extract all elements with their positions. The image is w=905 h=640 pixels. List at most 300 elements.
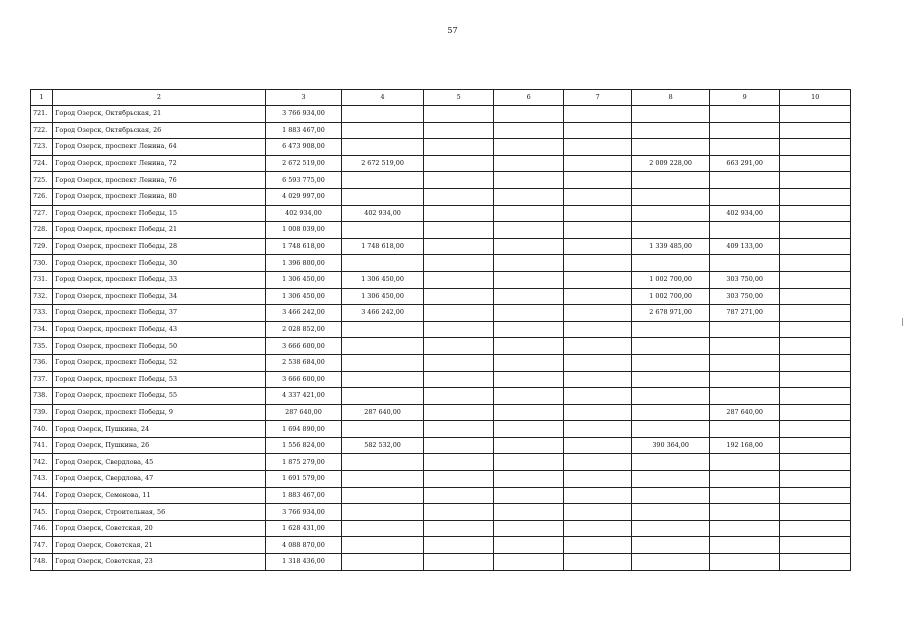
table-row — [31, 106, 851, 123]
value-cell-col-7 — [563, 537, 632, 554]
value-cell-col-3: 1 008 039,00 — [265, 222, 342, 239]
row-number-cell: 740. — [31, 421, 53, 438]
address-cell: Город Озерск, проспект Победы, 50 — [53, 338, 266, 355]
table-row — [31, 305, 851, 322]
value-cell-col-9 — [709, 388, 780, 405]
value-cell-col-5 — [423, 487, 494, 504]
value-cell-col-10 — [780, 271, 851, 288]
value-cell-col-5 — [423, 338, 494, 355]
value-cell-col-9 — [709, 321, 780, 338]
value-cell-col-3: 3 466 242,00 — [265, 305, 342, 322]
table-row — [31, 471, 851, 488]
value-cell-col-3: 1 691 579,00 — [265, 471, 342, 488]
value-cell-col-10 — [780, 238, 851, 255]
table-row — [31, 404, 851, 421]
value-cell-col-8 — [632, 139, 710, 156]
value-cell-col-8 — [632, 421, 710, 438]
value-cell-col-6 — [494, 255, 564, 272]
value-cell-col-4 — [342, 139, 424, 156]
value-cell-col-10 — [780, 371, 851, 388]
address-cell: Город Озерск, проспект Победы, 55 — [53, 388, 266, 405]
row-number-cell: 724. — [31, 155, 53, 172]
value-cell-col-3: 4 337 421,00 — [265, 388, 342, 405]
address-cell: Город Озерск, Пушкина, 24 — [53, 421, 266, 438]
value-cell-col-4 — [342, 222, 424, 239]
value-cell-col-5 — [423, 554, 494, 571]
value-cell-col-8 — [632, 205, 710, 222]
table-header-row — [31, 90, 851, 106]
value-cell-col-8 — [632, 255, 710, 272]
value-cell-col-10 — [780, 504, 851, 521]
value-cell-col-9 — [709, 554, 780, 571]
table-body — [31, 106, 851, 571]
value-cell-col-3: 3 666 600,00 — [265, 371, 342, 388]
value-cell-col-6 — [494, 222, 564, 239]
value-cell-col-9 — [709, 421, 780, 438]
value-cell-col-6 — [494, 454, 564, 471]
value-cell-col-7 — [563, 238, 632, 255]
value-cell-col-7 — [563, 371, 632, 388]
value-cell-col-9 — [709, 537, 780, 554]
value-cell-col-5 — [423, 421, 494, 438]
value-cell-col-5 — [423, 437, 494, 454]
value-cell-col-6 — [494, 537, 564, 554]
value-cell-col-4 — [342, 471, 424, 488]
address-cell: Город Озерск, проспект Победы, 37 — [53, 305, 266, 322]
value-cell-col-5 — [423, 321, 494, 338]
value-cell-col-3: 1 306 450,00 — [265, 288, 342, 305]
value-cell-col-10 — [780, 122, 851, 139]
table-row — [31, 321, 851, 338]
value-cell-col-3: 3 666 600,00 — [265, 338, 342, 355]
value-cell-col-10 — [780, 188, 851, 205]
address-cell: Город Озерск, Октябрьская, 21 — [53, 106, 266, 123]
address-cell: Город Озерск, проспект Победы, 53 — [53, 371, 266, 388]
value-cell-col-9 — [709, 338, 780, 355]
address-cell: Город Озерск, Свердлова, 45 — [53, 454, 266, 471]
value-cell-col-9: 303 750,00 — [709, 288, 780, 305]
value-cell-col-3: 1 396 800,00 — [265, 255, 342, 272]
table-row — [31, 371, 851, 388]
value-cell-col-10 — [780, 255, 851, 272]
value-cell-col-6 — [494, 421, 564, 438]
value-cell-col-10 — [780, 388, 851, 405]
value-cell-col-9: 402 934,00 — [709, 205, 780, 222]
column-header-7: 7 — [563, 90, 632, 106]
value-cell-col-3: 402 934,00 — [265, 205, 342, 222]
table-row — [31, 554, 851, 571]
value-cell-col-8 — [632, 388, 710, 405]
value-cell-col-5 — [423, 188, 494, 205]
value-cell-col-6 — [494, 188, 564, 205]
value-cell-col-7 — [563, 321, 632, 338]
row-number-cell: 727. — [31, 205, 53, 222]
value-cell-col-6 — [494, 238, 564, 255]
value-cell-col-9 — [709, 504, 780, 521]
row-number-cell: 722. — [31, 122, 53, 139]
value-cell-col-7 — [563, 471, 632, 488]
address-cell: Город Озерск, проспект Победы, 30 — [53, 255, 266, 272]
value-cell-col-9: 192 168,00 — [709, 437, 780, 454]
row-number-cell: 729. — [31, 238, 53, 255]
row-number-cell: 739. — [31, 404, 53, 421]
value-cell-col-3: 3 766 934,00 — [265, 106, 342, 123]
row-number-cell: 746. — [31, 520, 53, 537]
value-cell-col-4 — [342, 537, 424, 554]
value-cell-col-6 — [494, 106, 564, 123]
value-cell-col-10 — [780, 338, 851, 355]
value-cell-col-6 — [494, 205, 564, 222]
value-cell-col-3: 4 088 870,00 — [265, 537, 342, 554]
address-cell: Город Озерск, проспект Победы, 28 — [53, 238, 266, 255]
address-cell: Город Озерск, проспект Победы, 33 — [53, 271, 266, 288]
row-number-cell: 741. — [31, 437, 53, 454]
value-cell-col-7 — [563, 172, 632, 189]
value-cell-col-5 — [423, 354, 494, 371]
value-cell-col-8 — [632, 404, 710, 421]
value-cell-col-8: 2 678 971,00 — [632, 305, 710, 322]
row-number-cell: 733. — [31, 305, 53, 322]
column-header-2: 2 — [53, 90, 266, 106]
value-cell-col-7 — [563, 122, 632, 139]
value-cell-col-5 — [423, 305, 494, 322]
table-row — [31, 271, 851, 288]
value-cell-col-8 — [632, 504, 710, 521]
value-cell-col-4 — [342, 487, 424, 504]
value-cell-col-10 — [780, 321, 851, 338]
row-number-cell: 735. — [31, 338, 53, 355]
value-cell-col-8 — [632, 188, 710, 205]
value-cell-col-3: 6 473 908,00 — [265, 139, 342, 156]
value-cell-col-6 — [494, 139, 564, 156]
value-cell-col-3: 2 672 519,00 — [265, 155, 342, 172]
address-cell: Город Озерск, Советская, 23 — [53, 554, 266, 571]
value-cell-col-3: 2 538 684,00 — [265, 354, 342, 371]
value-cell-col-6 — [494, 172, 564, 189]
value-cell-col-4 — [342, 371, 424, 388]
value-cell-col-6 — [494, 504, 564, 521]
value-cell-col-9 — [709, 222, 780, 239]
table-row — [31, 504, 851, 521]
value-cell-col-9: 303 750,00 — [709, 271, 780, 288]
value-cell-col-3: 1 628 431,00 — [265, 520, 342, 537]
address-cell: Город Озерск, Строительная, 56 — [53, 504, 266, 521]
row-number-cell: 748. — [31, 554, 53, 571]
value-cell-col-10 — [780, 155, 851, 172]
row-number-cell: 732. — [31, 288, 53, 305]
value-cell-col-5 — [423, 371, 494, 388]
value-cell-col-9 — [709, 454, 780, 471]
value-cell-col-7 — [563, 255, 632, 272]
address-cell: Город Озерск, Советская, 21 — [53, 537, 266, 554]
value-cell-col-4 — [342, 421, 424, 438]
value-cell-col-5 — [423, 106, 494, 123]
table-row — [31, 172, 851, 189]
value-cell-col-4 — [342, 388, 424, 405]
value-cell-col-9: 287 640,00 — [709, 404, 780, 421]
table-row — [31, 238, 851, 255]
row-number-cell: 747. — [31, 537, 53, 554]
margin-mark — [902, 318, 903, 326]
table-row — [31, 122, 851, 139]
value-cell-col-9: 409 133,00 — [709, 238, 780, 255]
row-number-cell: 734. — [31, 321, 53, 338]
value-cell-col-10 — [780, 222, 851, 239]
value-cell-col-5 — [423, 504, 494, 521]
value-cell-col-10 — [780, 554, 851, 571]
value-cell-col-5 — [423, 238, 494, 255]
value-cell-col-10 — [780, 487, 851, 504]
value-cell-col-4 — [342, 520, 424, 537]
value-cell-col-9 — [709, 471, 780, 488]
value-cell-col-9 — [709, 122, 780, 139]
row-number-cell: 738. — [31, 388, 53, 405]
value-cell-col-4: 402 934,00 — [342, 205, 424, 222]
address-cell: Город Озерск, Октябрьская, 26 — [53, 122, 266, 139]
value-cell-col-6 — [494, 520, 564, 537]
value-cell-col-10 — [780, 471, 851, 488]
value-cell-col-4: 3 466 242,00 — [342, 305, 424, 322]
value-cell-col-9 — [709, 172, 780, 189]
value-cell-col-6 — [494, 338, 564, 355]
value-cell-col-9 — [709, 371, 780, 388]
row-number-cell: 725. — [31, 172, 53, 189]
value-cell-col-4: 1 748 618,00 — [342, 238, 424, 255]
value-cell-col-6 — [494, 471, 564, 488]
value-cell-col-8 — [632, 222, 710, 239]
value-cell-col-7 — [563, 205, 632, 222]
value-cell-col-7 — [563, 222, 632, 239]
value-cell-col-5 — [423, 222, 494, 239]
value-cell-col-6 — [494, 487, 564, 504]
value-cell-col-7 — [563, 520, 632, 537]
address-cell: Город Озерск, проспект Победы, 15 — [53, 205, 266, 222]
value-cell-col-8 — [632, 321, 710, 338]
value-cell-col-10 — [780, 404, 851, 421]
value-cell-col-4 — [342, 354, 424, 371]
value-cell-col-7 — [563, 354, 632, 371]
value-cell-col-7 — [563, 404, 632, 421]
value-cell-col-6 — [494, 321, 564, 338]
table-row — [31, 454, 851, 471]
table-row — [31, 188, 851, 205]
value-cell-col-9 — [709, 106, 780, 123]
value-cell-col-10 — [780, 106, 851, 123]
value-cell-col-10 — [780, 172, 851, 189]
table-row — [31, 155, 851, 172]
column-header-8: 8 — [632, 90, 710, 106]
value-cell-col-9: 663 291,00 — [709, 155, 780, 172]
value-cell-col-8 — [632, 172, 710, 189]
value-cell-col-7 — [563, 139, 632, 156]
value-cell-col-3: 2 028 852,00 — [265, 321, 342, 338]
row-number-cell: 742. — [31, 454, 53, 471]
value-cell-col-6 — [494, 437, 564, 454]
value-cell-col-3: 1 748 618,00 — [265, 238, 342, 255]
column-header-5: 5 — [423, 90, 494, 106]
value-cell-col-3: 6 593 775,00 — [265, 172, 342, 189]
value-cell-col-10 — [780, 537, 851, 554]
value-cell-col-8 — [632, 554, 710, 571]
address-cell: Город Озерск, Свердлова, 47 — [53, 471, 266, 488]
value-cell-col-4 — [342, 321, 424, 338]
row-number-cell: 745. — [31, 504, 53, 521]
table-row — [31, 255, 851, 272]
table-row — [31, 520, 851, 537]
value-cell-col-6 — [494, 388, 564, 405]
value-cell-col-10 — [780, 305, 851, 322]
value-cell-col-8 — [632, 106, 710, 123]
value-cell-col-6 — [494, 122, 564, 139]
value-cell-col-4 — [342, 188, 424, 205]
row-number-cell: 736. — [31, 354, 53, 371]
address-cell: Город Озерск, проспект Победы, 34 — [53, 288, 266, 305]
value-cell-col-10 — [780, 421, 851, 438]
value-cell-col-5 — [423, 271, 494, 288]
value-cell-col-8: 2 009 228,00 — [632, 155, 710, 172]
value-cell-col-7 — [563, 437, 632, 454]
value-cell-col-4 — [342, 106, 424, 123]
address-cell: Город Озерск, проспект Ленина, 64 — [53, 139, 266, 156]
value-cell-col-4 — [342, 255, 424, 272]
address-cell: Город Озерск, проспект Ленина, 76 — [53, 172, 266, 189]
value-cell-col-7 — [563, 454, 632, 471]
address-cell: Город Озерск, проспект Победы, 52 — [53, 354, 266, 371]
row-number-cell: 723. — [31, 139, 53, 156]
value-cell-col-5 — [423, 288, 494, 305]
table-row — [31, 388, 851, 405]
value-cell-col-5 — [423, 471, 494, 488]
value-cell-col-6 — [494, 371, 564, 388]
value-cell-col-5 — [423, 404, 494, 421]
table-row — [31, 222, 851, 239]
table-row — [31, 338, 851, 355]
value-cell-col-10 — [780, 288, 851, 305]
table-row — [31, 487, 851, 504]
table-row — [31, 537, 851, 554]
table-row — [31, 288, 851, 305]
table-row — [31, 437, 851, 454]
value-cell-col-8 — [632, 371, 710, 388]
value-cell-col-8 — [632, 122, 710, 139]
row-number-cell: 728. — [31, 222, 53, 239]
value-cell-col-9: 787 271,00 — [709, 305, 780, 322]
value-cell-col-3: 4 029 997,00 — [265, 188, 342, 205]
address-cell: Город Озерск, Советская, 20 — [53, 520, 266, 537]
value-cell-col-9 — [709, 487, 780, 504]
value-cell-col-8 — [632, 354, 710, 371]
value-cell-col-3: 1 694 890,00 — [265, 421, 342, 438]
address-cell: Город Озерск, проспект Победы, 9 — [53, 404, 266, 421]
value-cell-col-7 — [563, 305, 632, 322]
row-number-cell: 721. — [31, 106, 53, 123]
value-cell-col-6 — [494, 288, 564, 305]
value-cell-col-4 — [342, 172, 424, 189]
value-cell-col-3: 1 556 824,00 — [265, 437, 342, 454]
row-number-cell: 743. — [31, 471, 53, 488]
value-cell-col-8 — [632, 520, 710, 537]
column-header-1: 1 — [31, 90, 53, 106]
column-header-10: 10 — [780, 90, 851, 106]
value-cell-col-6 — [494, 271, 564, 288]
value-cell-col-6 — [494, 155, 564, 172]
table-row — [31, 139, 851, 156]
value-cell-col-4 — [342, 454, 424, 471]
table-row — [31, 354, 851, 371]
address-cell: Город Озерск, проспект Ленина, 80 — [53, 188, 266, 205]
value-cell-col-7 — [563, 554, 632, 571]
value-cell-col-7 — [563, 487, 632, 504]
value-cell-col-8: 390 364,00 — [632, 437, 710, 454]
row-number-cell: 730. — [31, 255, 53, 272]
value-cell-col-9 — [709, 354, 780, 371]
value-cell-col-10 — [780, 437, 851, 454]
value-cell-col-5 — [423, 454, 494, 471]
value-cell-col-5 — [423, 520, 494, 537]
value-cell-col-3: 1 883 467,00 — [265, 122, 342, 139]
value-cell-col-8: 1 002 700,00 — [632, 288, 710, 305]
address-cell: Город Озерск, проспект Ленина, 72 — [53, 155, 266, 172]
value-cell-col-5 — [423, 139, 494, 156]
value-cell-col-5 — [423, 122, 494, 139]
column-header-9: 9 — [709, 90, 780, 106]
value-cell-col-4 — [342, 122, 424, 139]
value-cell-col-3: 1 875 279,00 — [265, 454, 342, 471]
value-cell-col-6 — [494, 404, 564, 421]
value-cell-col-4: 582 532,00 — [342, 437, 424, 454]
value-cell-col-4 — [342, 504, 424, 521]
value-cell-col-8: 1 002 700,00 — [632, 271, 710, 288]
value-cell-col-9 — [709, 139, 780, 156]
value-cell-col-9 — [709, 520, 780, 537]
value-cell-col-7 — [563, 106, 632, 123]
value-cell-col-4 — [342, 338, 424, 355]
value-cell-col-7 — [563, 288, 632, 305]
value-cell-col-7 — [563, 155, 632, 172]
value-cell-col-10 — [780, 205, 851, 222]
value-cell-col-4: 1 306 450,00 — [342, 271, 424, 288]
data-table — [30, 89, 851, 571]
value-cell-col-5 — [423, 388, 494, 405]
value-cell-col-7 — [563, 188, 632, 205]
value-cell-col-10 — [780, 354, 851, 371]
value-cell-col-8: 1 339 485,00 — [632, 238, 710, 255]
column-header-4: 4 — [342, 90, 424, 106]
value-cell-col-7 — [563, 338, 632, 355]
address-cell: Город Озерск, проспект Победы, 43 — [53, 321, 266, 338]
column-header-6: 6 — [494, 90, 564, 106]
column-header-3: 3 — [265, 90, 342, 106]
table-row — [31, 205, 851, 222]
value-cell-col-5 — [423, 205, 494, 222]
value-cell-col-6 — [494, 554, 564, 571]
address-cell: Город Озерск, проспект Победы, 21 — [53, 222, 266, 239]
value-cell-col-10 — [780, 454, 851, 471]
value-cell-col-5 — [423, 255, 494, 272]
value-cell-col-5 — [423, 537, 494, 554]
value-cell-col-3: 287 640,00 — [265, 404, 342, 421]
value-cell-col-5 — [423, 172, 494, 189]
value-cell-col-4 — [342, 554, 424, 571]
value-cell-col-3: 1 883 467,00 — [265, 487, 342, 504]
address-cell: Город Озерск, Семенова, 11 — [53, 487, 266, 504]
address-cell: Город Озерск, Пушкина, 26 — [53, 437, 266, 454]
value-cell-col-8 — [632, 537, 710, 554]
row-number-cell: 737. — [31, 371, 53, 388]
page-number: 57 — [447, 26, 458, 35]
value-cell-col-4: 287 640,00 — [342, 404, 424, 421]
value-cell-col-10 — [780, 139, 851, 156]
